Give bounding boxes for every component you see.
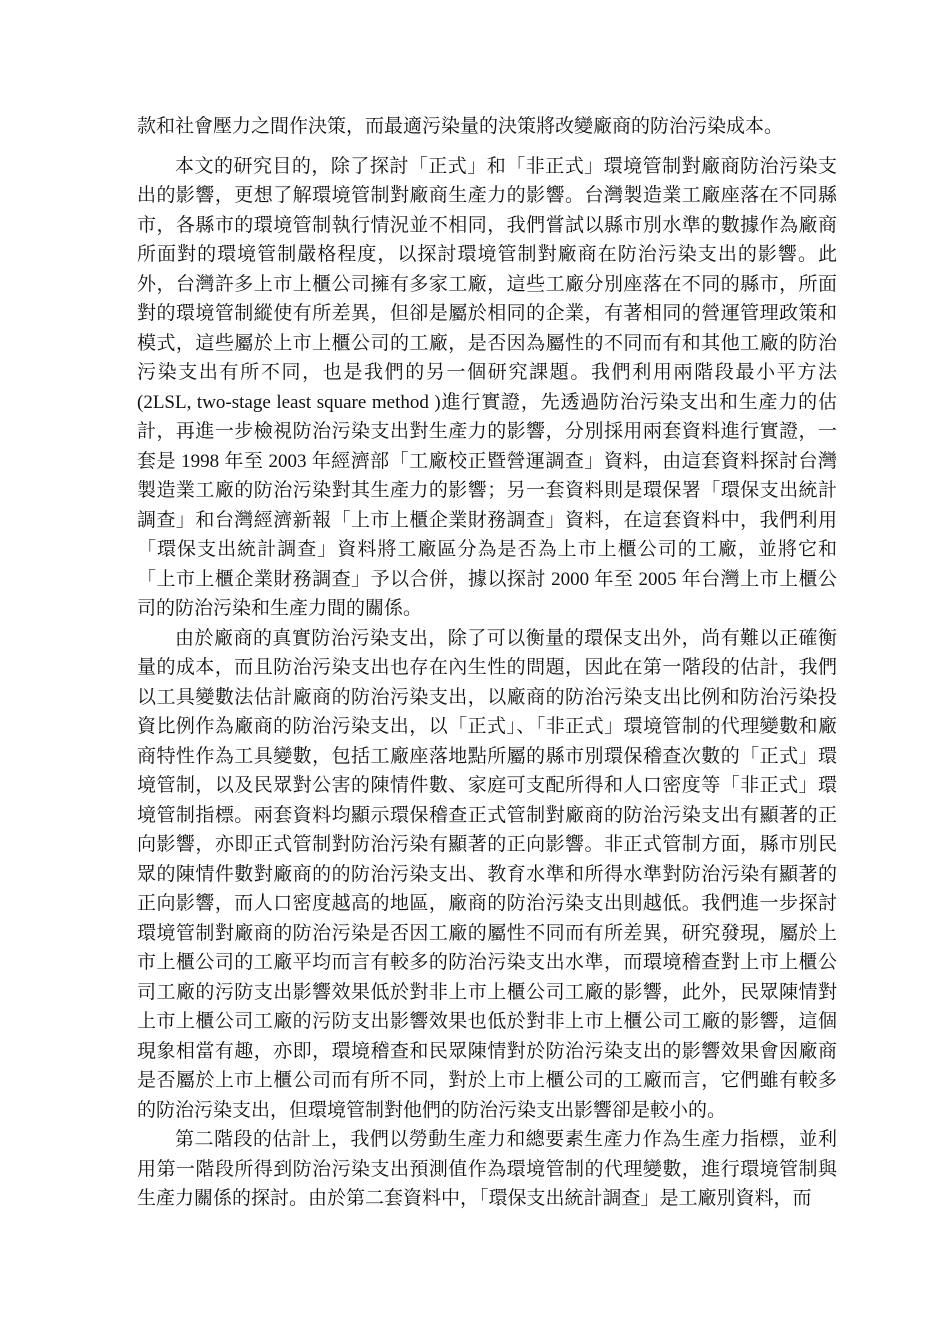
paragraph-second-stage: 第二階段的估計上，我們以勞動生產力和總要素生產力作為生產力指標，並利用第一階段所得到防治污染支出預測值作為環境管制的代理變數，進行環境管制與生產力關係的探討。由於第二套資料中，「環保支出統計調查」是工廠別資料，而 <box>137 1129 837 1209</box>
paragraph-continuation: 款和社會壓力之間作決策，而最適污染量的決策將改變廠商的防治污染成本。 <box>137 116 784 137</box>
body-text <box>137 112 837 1214</box>
paragraph-first-stage: 由於廠商的真實防治污染支出，除了可以衡量的環保支出外，尚有難以正確衡量的成本，而且防治污染支出也存在內生性的問題，因此在第一階段的估計，我們以工具變數法估計廠商的防治污染支出，以廠商的防治污染支出比例和防治污染投資比例作為廠商的防治污染支出，以「正式」、「非正式」環境管制的代理變數和廠商特性作為工具變數，包括工廠座落地點所屬的縣市別環保稽查次數的「正式」環境管制，以及民眾對公害的陳情件數、家庭可支配所得和人口密度等「非正式」環境管制指標。兩套資料均顯示環保稽查正式管制對廠商的防治污染支出有顯著的正向影響，亦即正式管制對防治污染有顯著的正向影響。非正式管制方面，縣市別民眾的陳情件數對廠商的的防治污染支出、教育水準和所得水準對防治污染有顯著的正向影響，而人口密度越高的地區，廠商的防治污染支出則越低。我們進一步探討環境管制對廠商的防治污染是否因工廠的屬性不同而有所差異，研究發現，屬於上市上櫃公司的工廠平均而言有較多的防治污染支出水準，而環境稽查對上市上櫃公司工廠的污防支出影響效果低於對非上市上櫃公司工廠的影響，此外，民眾陳情對上市上櫃公司工廠的污防支出影響效果也低於對非上市上櫃公司工廠的影響，這個現象相當有趣，亦即，環境稽查和民眾陳情對於防治污染支出的影響效果會因廠商是否屬於上市上櫃公司而有所不同，對於上市上櫃公司的工廠而言，它們雖有較多的防治污染支出，但環境管制對他們的防治污染支出影響卻是較小的。 <box>137 627 837 1121</box>
paragraph-research-purpose: 本文的研究目的，除了探討「正式」和「非正式」環境管制對廠商防治污染支出的影響，更想了解環境管制對廠商生產力的影響。台灣製造業工廠座落在不同縣市，各縣市的環境管制執行情況並不相同，我們嘗試以縣市別水準的數據作為廠商所面對的環境管制嚴格程度，以探討環境管制對廠商在防治污染支出的影響。此外，台灣許多上市上櫃公司擁有多家工廠，這些工廠分別座落在不同的縣市，所面對的環境管制縱使有所差異，但卻是屬於相同的企業，有著相同的營運管理政策和模式，這些屬於上市上櫃公司的工廠，是否因為屬性的不同而有和其他工廠的防治污染支出有所不同，也是我們的另一個研究課題。我們利用兩階段最小平方法(2LSL, two-stage least square method )進行實證，先透過防治污染支出和生產力的估計，再進一步檢視防治污染支出對生產力的影響，分別採用兩套資料進行實證，一套是 1998 年至 2003 年經濟部「工廠校正暨營運調查」資料，由這套資料探討台灣製造業工廠的防治污染對其生產力的影響；另一套資料則是環保署「環保支出統計調查」和台灣經濟新報「上市上櫃企業財務調查」資料，在這套資料中，我們利用「環保支出統計調查」資料將工廠區分為是否為上市上櫃公司的工廠，並將它和「上市上櫃企業財務調查」予以合併，據以探討 2000 年至 2005 年台灣上市上櫃公司的防治污染和生產力間的關係。 <box>137 155 837 619</box>
